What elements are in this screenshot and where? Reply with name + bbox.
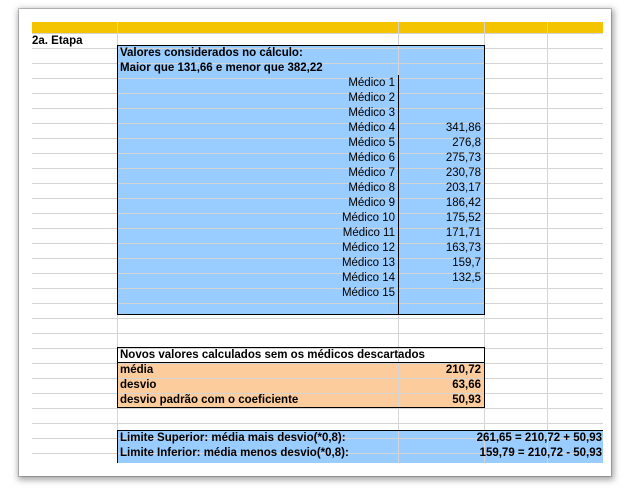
doctor-label: Médico 2 [348, 92, 395, 104]
new-value-label: desvio padrão com o coeficiente [120, 394, 299, 406]
gridline-row [32, 33, 603, 34]
gridline-row [32, 408, 603, 409]
doctor-value: 175,52 [445, 212, 481, 224]
doctor-label: Médico 5 [348, 137, 395, 149]
doctor-label: Médico 9 [348, 197, 395, 209]
new-value-number: 210,72 [445, 364, 481, 376]
doctor-label: Médico 4 [348, 122, 395, 134]
gridline-row [32, 318, 603, 319]
doctor-label: Médico 7 [348, 167, 395, 179]
new-values-header: Novos valores calculados sem os médicos descartados [120, 349, 425, 361]
considered-range: Maior que 131,66 e menor que 382,22 [120, 62, 323, 74]
doctor-label: Médico 14 [341, 272, 395, 284]
doctor-value: 186,42 [445, 197, 481, 209]
doctor-value: 132,5 [452, 272, 481, 284]
doctor-label: Médico 13 [341, 257, 395, 269]
doctor-label: Médico 10 [341, 212, 395, 224]
spreadsheet [32, 22, 603, 463]
doctor-value: 276,8 [452, 137, 481, 149]
gridline-row [32, 423, 603, 424]
new-value-label: desvio [120, 379, 157, 391]
upper-limit-label: Limite Superior: média mais desvio(*0,8): [120, 432, 346, 444]
doctor-label: Médico 11 [342, 227, 395, 239]
screenshot-frame [19, 9, 611, 476]
doctor-value: 230,78 [445, 167, 481, 179]
doctor-value: 171,71 [445, 227, 481, 239]
doctor-value: 203,17 [445, 182, 481, 194]
doctor-label: Médico 1 [348, 77, 395, 89]
new-value-number: 50,93 [452, 394, 481, 406]
values-column-divider [398, 75, 399, 314]
doctor-label: Médico 8 [348, 182, 395, 194]
sheet-title: 2a. Etapa [32, 35, 83, 47]
doctor-value: 159,7 [452, 257, 481, 269]
considered-heading: Valores considerados no cálculo: [120, 47, 303, 59]
lower-limit-label: Limite Inferior: média menos desvio(*0,8): [120, 447, 349, 459]
doctor-label: Médico 12 [341, 242, 395, 254]
doctor-label: Médico 6 [348, 152, 395, 164]
doctor-label: Médico 3 [348, 107, 395, 119]
doctor-label: Médico 15 [341, 287, 395, 299]
upper-limit-value: 261,65 = 210,72 + 50,93 [476, 432, 602, 444]
gridline-row [32, 333, 603, 334]
doctor-value: 163,73 [445, 242, 481, 254]
doctor-value: 341,86 [445, 122, 481, 134]
new-value-label: média [120, 364, 154, 376]
new-value-number: 63,66 [452, 379, 481, 391]
lower-limit-value: 159,79 = 210,72 - 50,93 [479, 447, 602, 459]
doctor-value: 275,73 [445, 152, 481, 164]
